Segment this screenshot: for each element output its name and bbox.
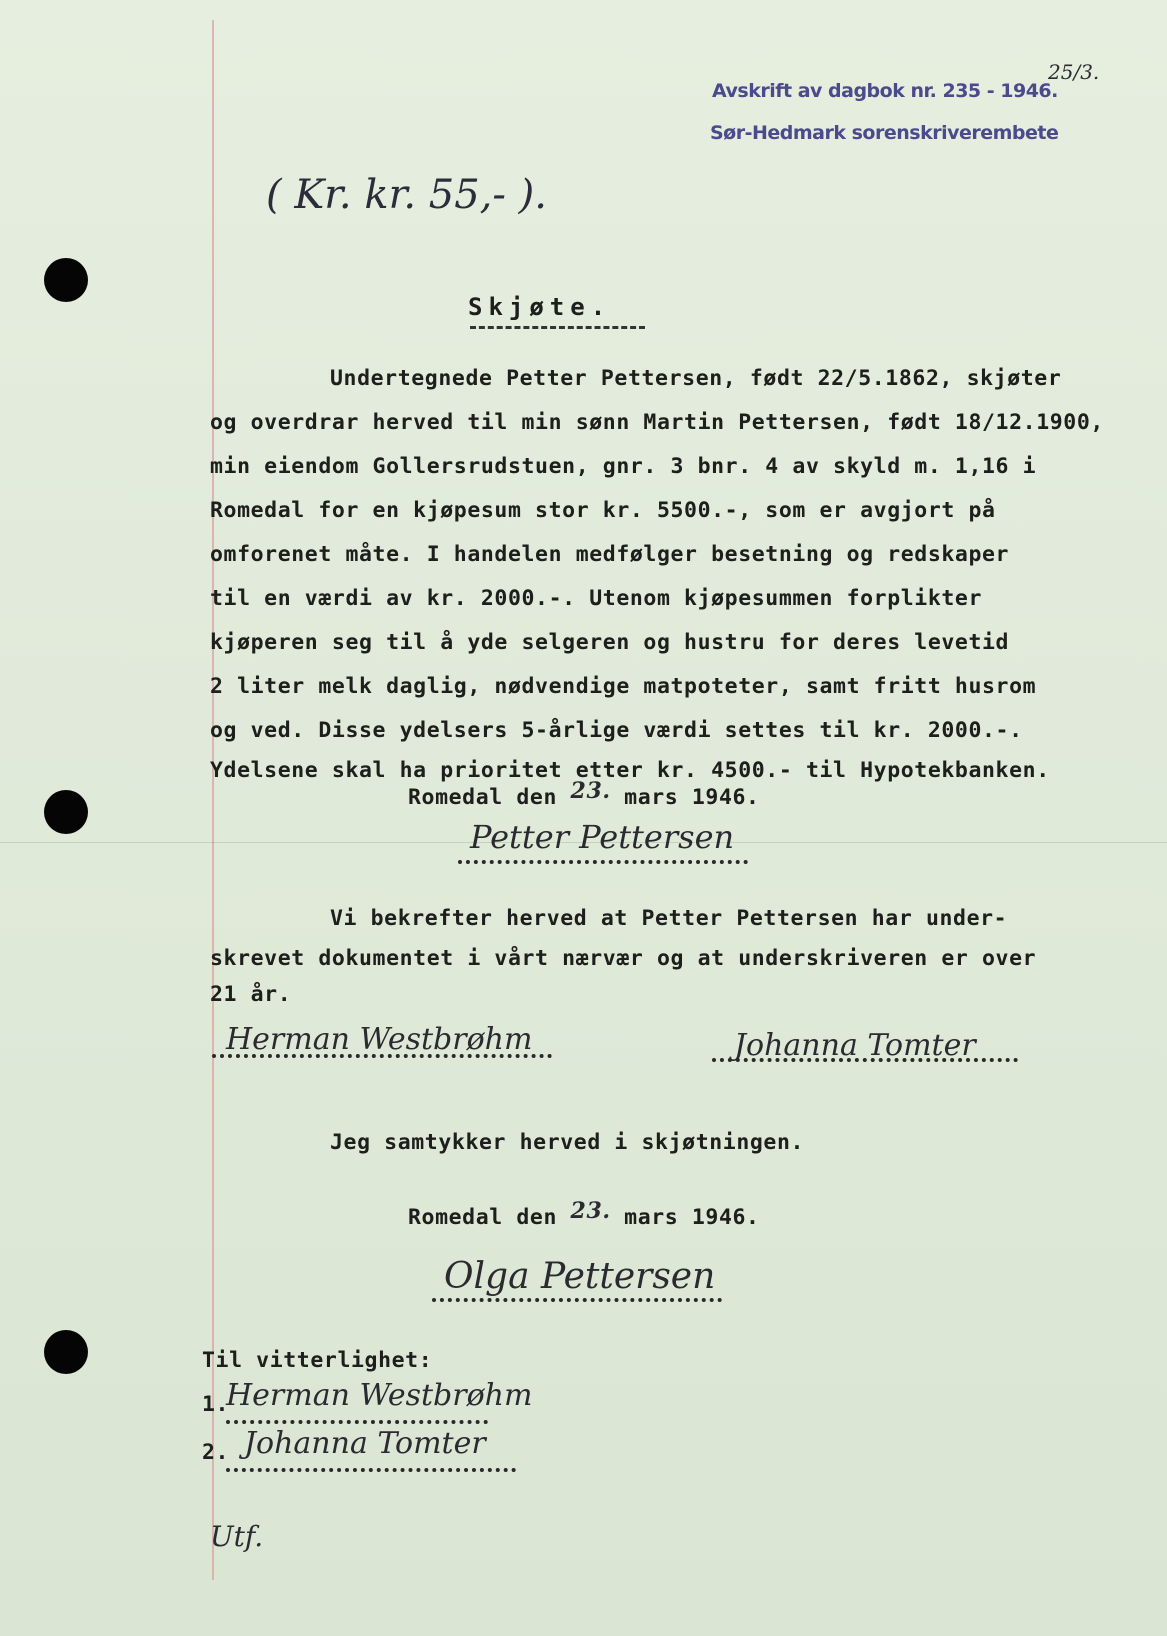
witness-name: Johanna Tomter (244, 1426, 486, 1461)
body-line: Undertegnede Petter Pettersen, født 22/5.1862, skjøter (330, 366, 1062, 391)
body-line: Romedal for en kjøpesum stor kr. 5500.-, som er avgjort på (210, 498, 996, 523)
witness-line (226, 1420, 488, 1424)
signature-spouse: Olga Pettersen (444, 1256, 716, 1297)
body-line: min eiendom Gollersrudstuen, gnr. 3 bnr. 4 av skyld m. 1,16 i (210, 454, 1037, 479)
consent-line: Jeg samtykker herved i skjøtningen. (330, 1130, 805, 1155)
stamp-date-handwritten: 25/3. (1048, 60, 1100, 84)
initials-note: Utf. (210, 1520, 264, 1553)
signature-witness-left: Herman Westbrøhm (226, 1022, 533, 1057)
witness-heading: Til vitterlighet: (202, 1348, 433, 1373)
document-title: Skjøte. (468, 293, 612, 321)
witness-number: 1. (202, 1392, 230, 1417)
attest-line: skrevet dokumentet i vårt nærvær og at underskriveren er over (210, 946, 1037, 971)
title-underline (470, 326, 645, 329)
margin-rule (212, 20, 214, 1580)
place-date-day: 23. (570, 1198, 611, 1224)
witness-name: Herman Westbrøhm (226, 1378, 533, 1413)
registry-stamp-line-1: Avskrift av dagbok nr. 235 - 1946. (712, 80, 1058, 102)
witness-number: 2. (202, 1440, 230, 1465)
punch-hole-middle (44, 790, 88, 834)
punch-hole-bottom (44, 1330, 88, 1374)
place-date-spouse (408, 1198, 760, 1230)
body-line: kjøperen seg til å yde selgeren og hustru for deres levetid (210, 630, 1010, 655)
punch-hole-top (44, 258, 88, 302)
witness-line (226, 1468, 516, 1472)
signature-line-seller (458, 860, 748, 864)
place-date-prefix: Romedal den (408, 785, 571, 810)
fee-note: ( Kr. kr. 55,- ). (266, 172, 547, 218)
attest-line: 21 år. (210, 982, 292, 1007)
signature-witness-right: Johanna Tomter (734, 1028, 976, 1063)
body-line: til en værdi av kr. 2000.-. Utenom kjøpesummen forplikter (210, 586, 983, 611)
place-date-suffix: mars 1946. (610, 1205, 760, 1230)
place-date-prefix: Romedal den (408, 1205, 571, 1230)
signature-line-spouse (432, 1298, 722, 1302)
registry-stamp-line-2: Sør-Hedmark sorenskriverembete (710, 122, 1059, 144)
body-line: og ved. Disse ydelsers 5-årlige værdi settes til kr. 2000.-. (210, 718, 1023, 743)
signature-seller: Petter Pettersen (470, 818, 735, 856)
place-date-suffix: mars 1946. (610, 785, 760, 810)
place-date-seller (408, 778, 760, 810)
body-line: Ydelsene skal ha prioritet etter kr. 4500.- til Hypotekbanken. (210, 758, 1050, 783)
place-date-day: 23. (570, 778, 611, 804)
body-line: og overdrar herved til min sønn Martin Pettersen, født 18/12.1900, (210, 410, 1104, 435)
body-line: omforenet måte. I handelen medfølger besetning og redskaper (210, 542, 1010, 567)
attest-line: Vi bekrefter herved at Petter Pettersen har under- (330, 906, 1008, 931)
signature-line-witness-right (712, 1058, 1018, 1062)
signature-line-witness-left (212, 1054, 552, 1058)
body-line: 2 liter melk daglig, nødvendige matpoteter, samt fritt husrom (210, 674, 1037, 699)
